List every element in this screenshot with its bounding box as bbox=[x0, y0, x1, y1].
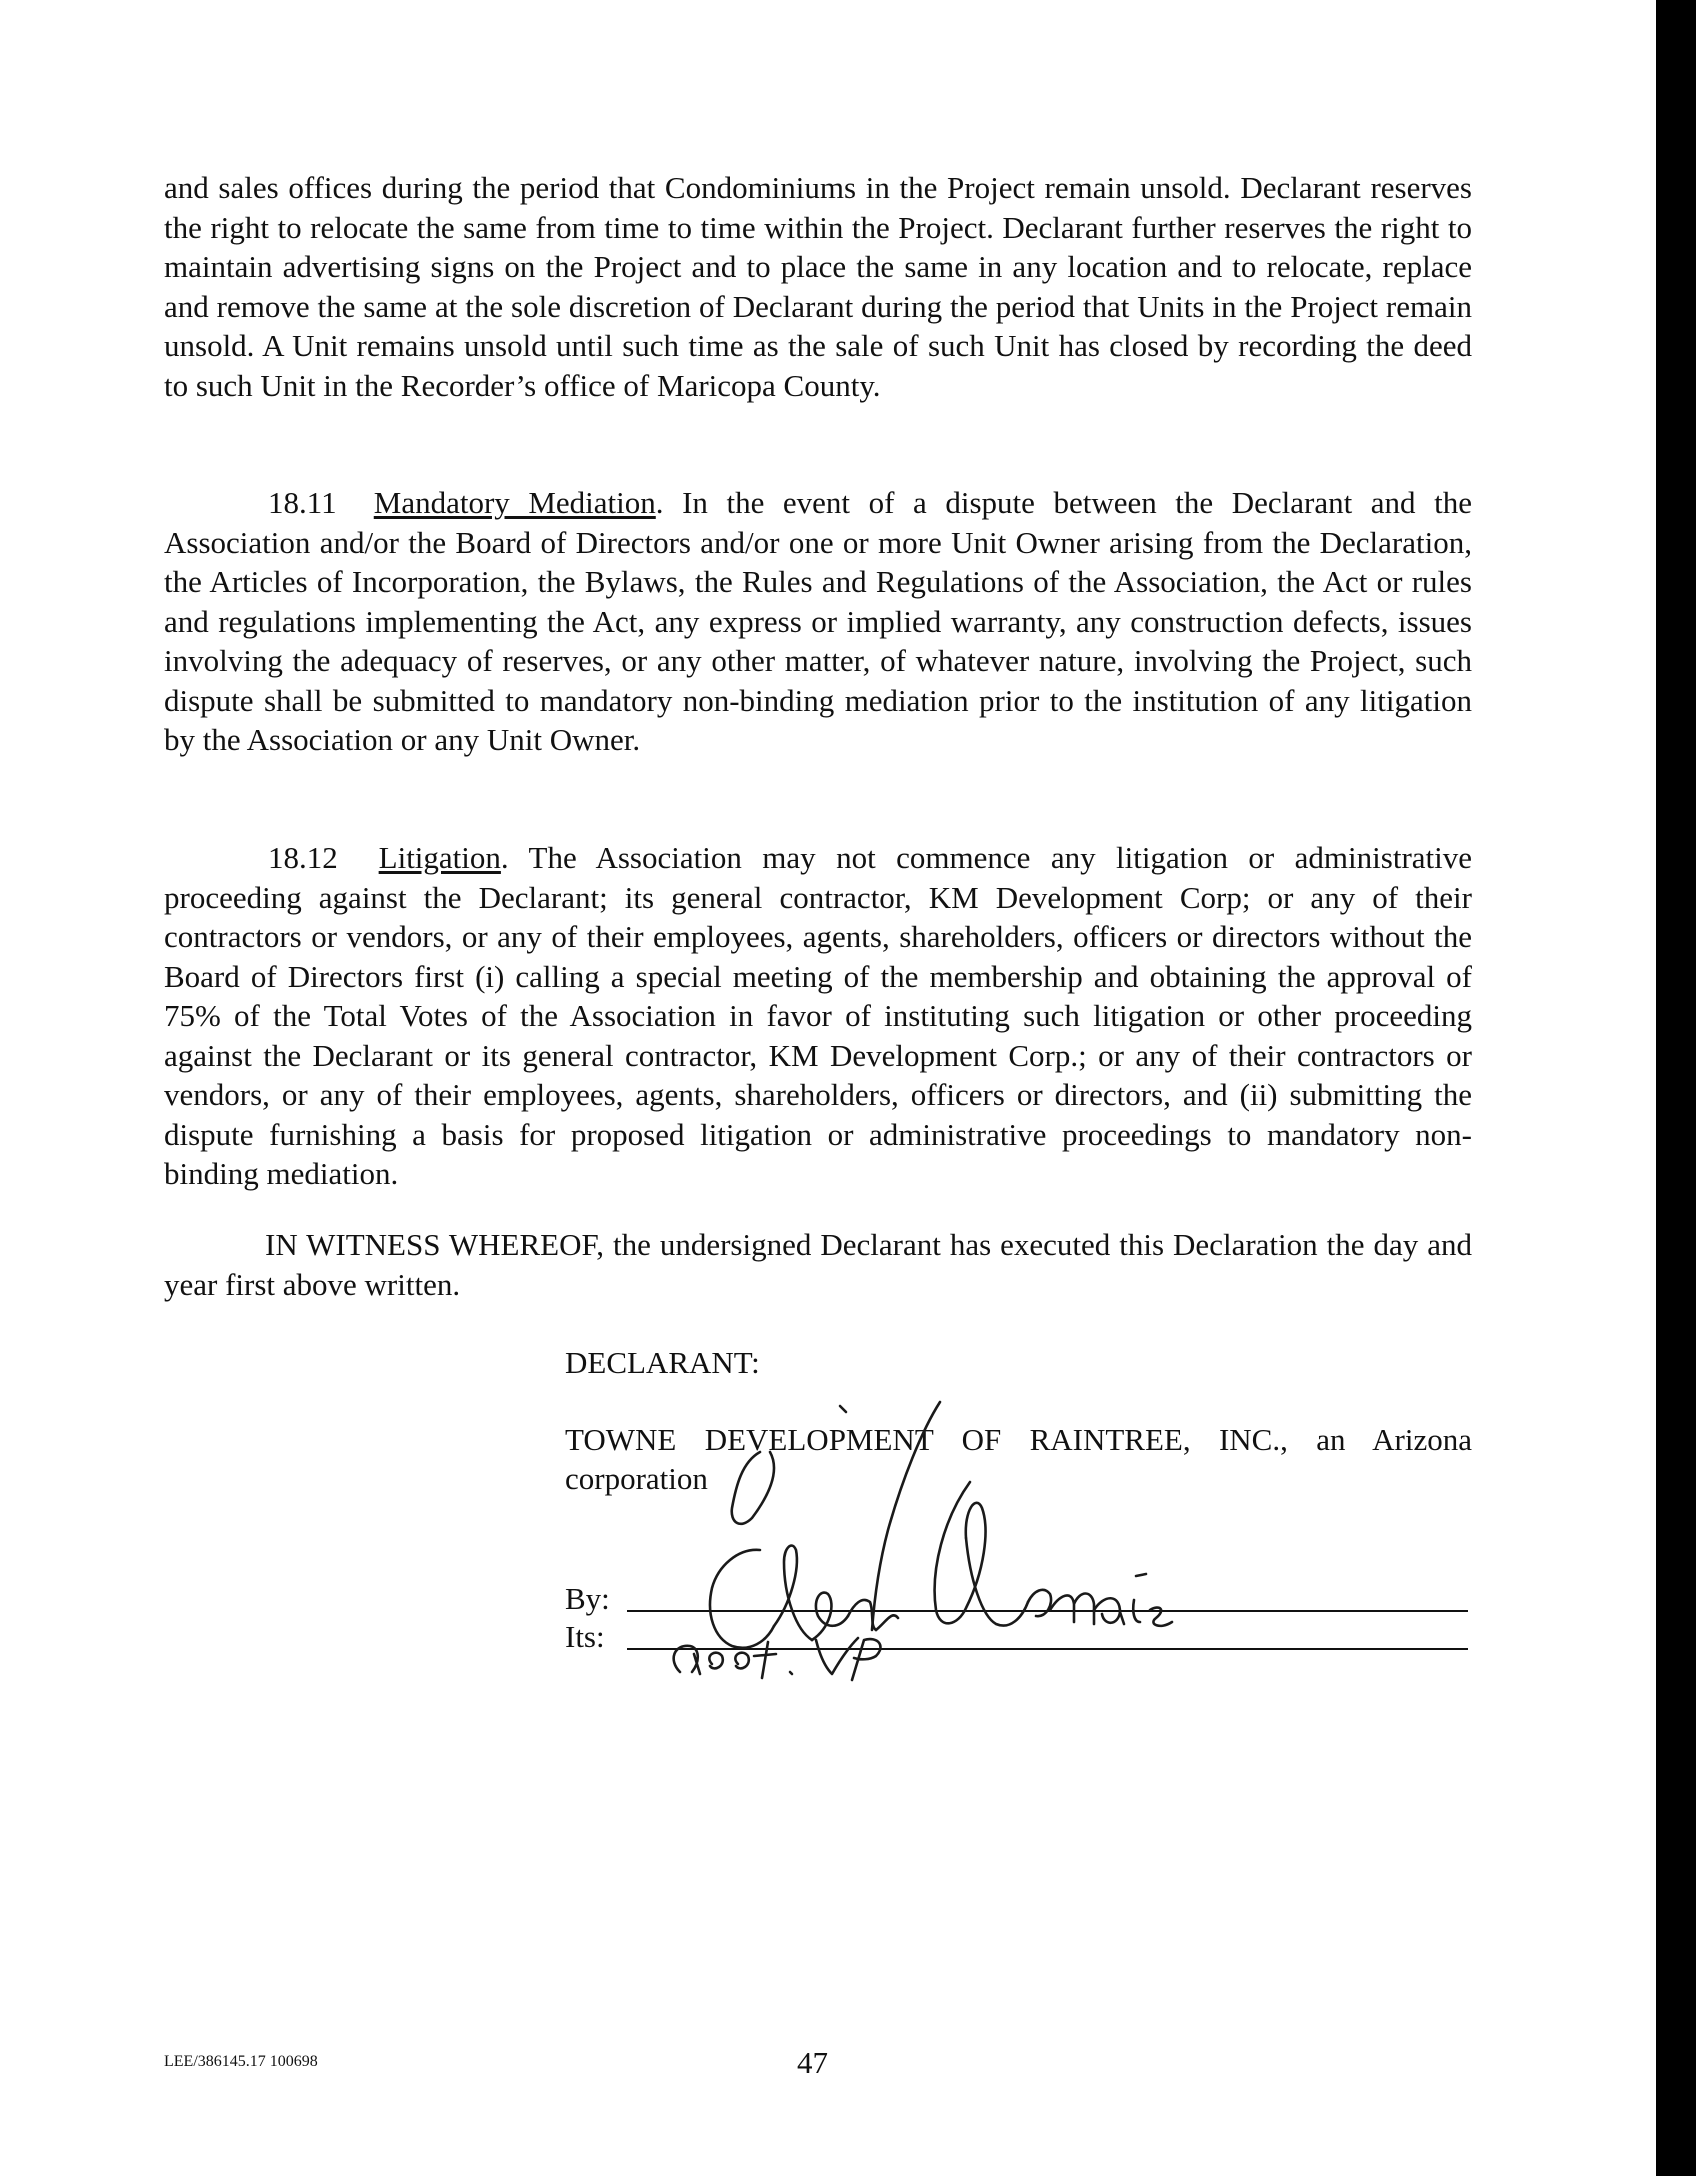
declarant-label: DECLARANT: bbox=[565, 1345, 760, 1380]
witness-clause: IN WITNESS WHEREOF, the undersigned Declarant has executed this Declaration the day and year first above written. bbox=[164, 1227, 1472, 1302]
page-number: 47 bbox=[797, 2045, 828, 2080]
section-18-11 bbox=[164, 483, 1472, 760]
paragraph-continuation: and sales offices during the period that Condominiums in the Project remain unsold. Declarant reserves the right to relocate the same from time to time within the Project. Declarant further reserves the right to maintain advertising signs on the Project and to place the same in any location and to relocate, replace and remove the same at the sole discretion of Declarant during the period that Units in the Project remain unsold. A Unit remains unsold until such time as the sale of such Unit has closed by recording the deed to such Unit in the Recorder’s office of Maricopa County. bbox=[164, 170, 1472, 403]
section-body: . In the event of a dispute between the Declarant and the Association and/or the Board of Directors and/or one or more Unit Owner arising from the Declaration, the Articles of Incorporation, the Bylaws, the Rules and Regulations of the Association, the Act or rules and regulations implementing the Act, any express or implied warranty, any construction defects, issues involving the adequacy of reserves, or any other matter, of whatever nature, involving the Project, such dispute shall be submitted to mandatory non-binding mediation prior to the institution of any litigation by the Association or any Unit Owner. bbox=[164, 485, 1472, 757]
company-type: corporation bbox=[565, 1461, 708, 1496]
footer-document-id: LEE/386145.17 100698 bbox=[164, 2053, 318, 2070]
section-heading: Mandatory Mediation bbox=[373, 485, 656, 520]
section-heading: Litigation bbox=[378, 840, 501, 875]
section-number: 18.11 bbox=[268, 485, 337, 520]
section-18-12 bbox=[164, 838, 1472, 1194]
scan-edge-bar bbox=[1656, 0, 1696, 2176]
section-number: 18.12 bbox=[268, 840, 338, 875]
company-name: TOWNE DEVELOPMENT OF RAINTREE, INC., an Arizona bbox=[565, 1422, 1472, 1457]
handwritten-signature bbox=[640, 1390, 1180, 1680]
by-label: By: bbox=[565, 1581, 610, 1616]
section-body: . The Association may not commence any litigation or administrative proceeding against the Declarant; its general contractor, KM Development Corp; or any of their contractors or vendors, or any of their employees, agents, shareholders, officers or directors without the Board of Directors first (i) calling a special meeting of the membership and obtaining the approval of 75% of the Total Votes of the Association in favor of instituting such litigation or other proceeding against the Declarant or its general contractor, KM Development Corp.; or any of their contractors or vendors, or any of their employees, agents, shareholders, officers or directors, and (ii) submitting the dispute furnishing a basis for proposed litigation or administrative proceedings to mandatory non-binding mediation. bbox=[164, 840, 1473, 1191]
its-label: Its: bbox=[565, 1619, 605, 1654]
